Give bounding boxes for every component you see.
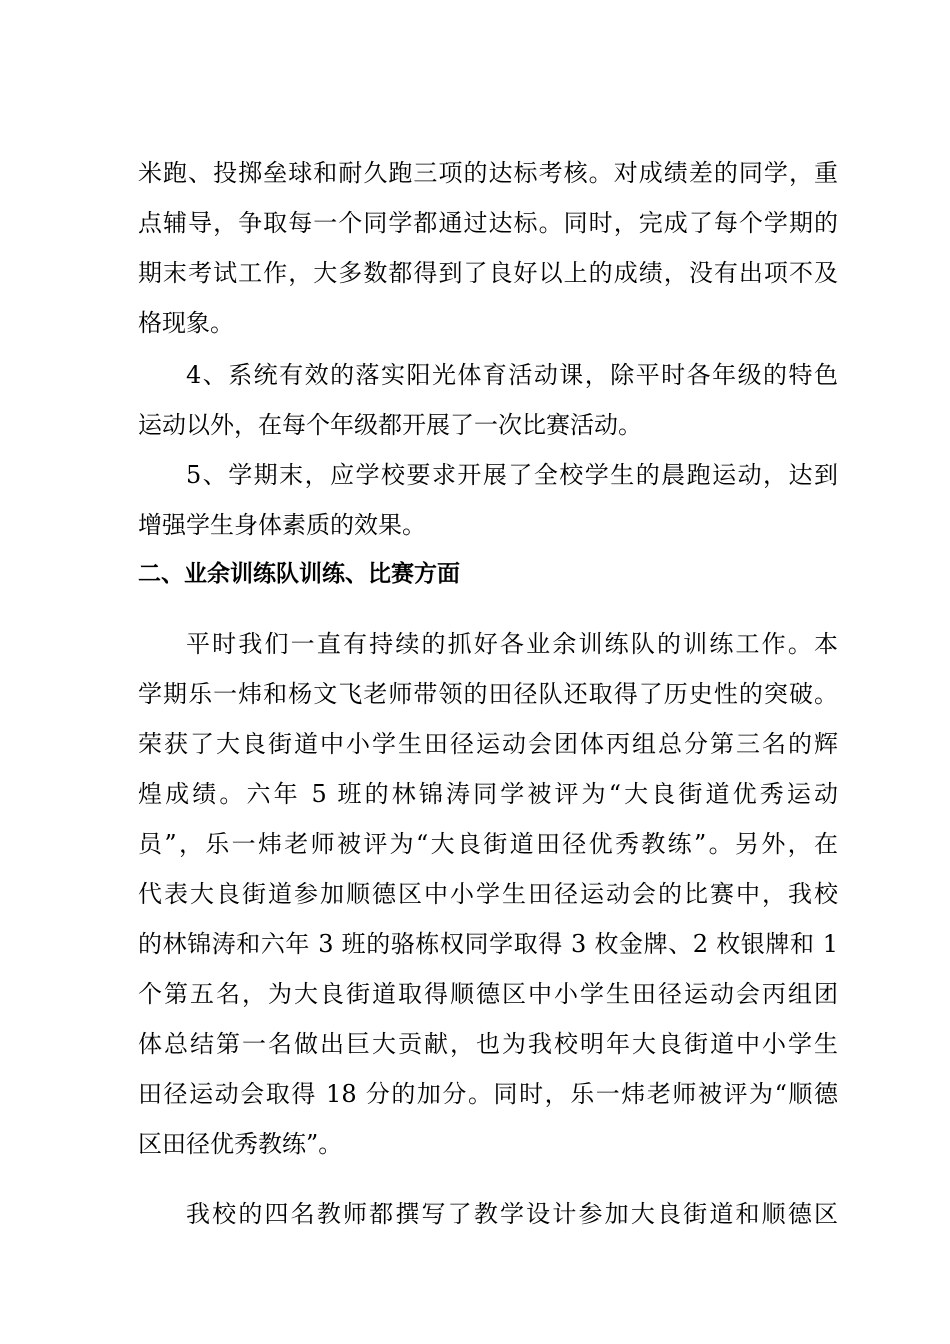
paragraph-line: 运动以外，在每个年级都开展了一次比赛活动。 <box>138 411 642 439</box>
paragraph-line: 区田径优秀教练”。 <box>138 1130 343 1158</box>
paragraph-line: 代表大良街道参加顺德区中小学生田径运动会的比赛中，我校 <box>138 880 838 908</box>
paragraph-line: 米跑、投掷垒球和耐久跑三项的达标考核。对成绩差的同学，重 <box>138 159 838 187</box>
paragraph-line: 点辅导，争取每一个同学都通过达标。同时，完成了每个学期的 <box>138 209 838 237</box>
paragraph-line: 学期乐一炜和杨文飞老师带领的田径队还取得了历史性的突破。 <box>138 680 838 708</box>
paragraph-line: 格现象。 <box>138 309 234 337</box>
paragraph-line: 煌成绩。六年 5 班的林锦涛同学被评为“大良街道优秀运动 <box>138 780 838 808</box>
paragraph-line: 个第五名，为大良街道取得顺德区中小学生田径运动会丙组团 <box>138 980 838 1008</box>
paragraph-line: 4、系统有效的落实阳光体育活动课，除平时各年级的特色 <box>186 361 838 389</box>
paragraph-line: 荣获了大良街道中小学生田径运动会团体丙组总分第三名的辉 <box>138 730 838 758</box>
section-heading: 二、业余训练队训练、比赛方面 <box>138 561 460 587</box>
paragraph-line: 的林锦涛和六年 3 班的骆栋权同学取得 3 枚金牌、2 枚银牌和 1 <box>138 930 838 958</box>
paragraph-line: 5、学期末，应学校要求开展了全校学生的晨跑运动，达到 <box>186 461 838 489</box>
paragraph-line: 体总结第一名做出巨大贡献，也为我校明年大良街道中小学生 <box>138 1030 838 1058</box>
paragraph-line: 田径运动会取得 18 分的加分。同时，乐一炜老师被评为“顺德 <box>138 1080 838 1108</box>
paragraph-line: 平时我们一直有持续的抓好各业余训练队的训练工作。本 <box>186 630 838 658</box>
paragraph-line: 期末考试工作，大多数都得到了良好以上的成绩，没有出项不及 <box>138 259 838 287</box>
paragraph-line: 员”，乐一炜老师被评为“大良街道田径优秀教练”。另外，在 <box>138 830 838 858</box>
paragraph-line: 增强学生身体素质的效果。 <box>138 511 426 539</box>
paragraph-line: 我校的四名教师都撰写了教学设计参加大良街道和顺德区 <box>186 1200 838 1228</box>
